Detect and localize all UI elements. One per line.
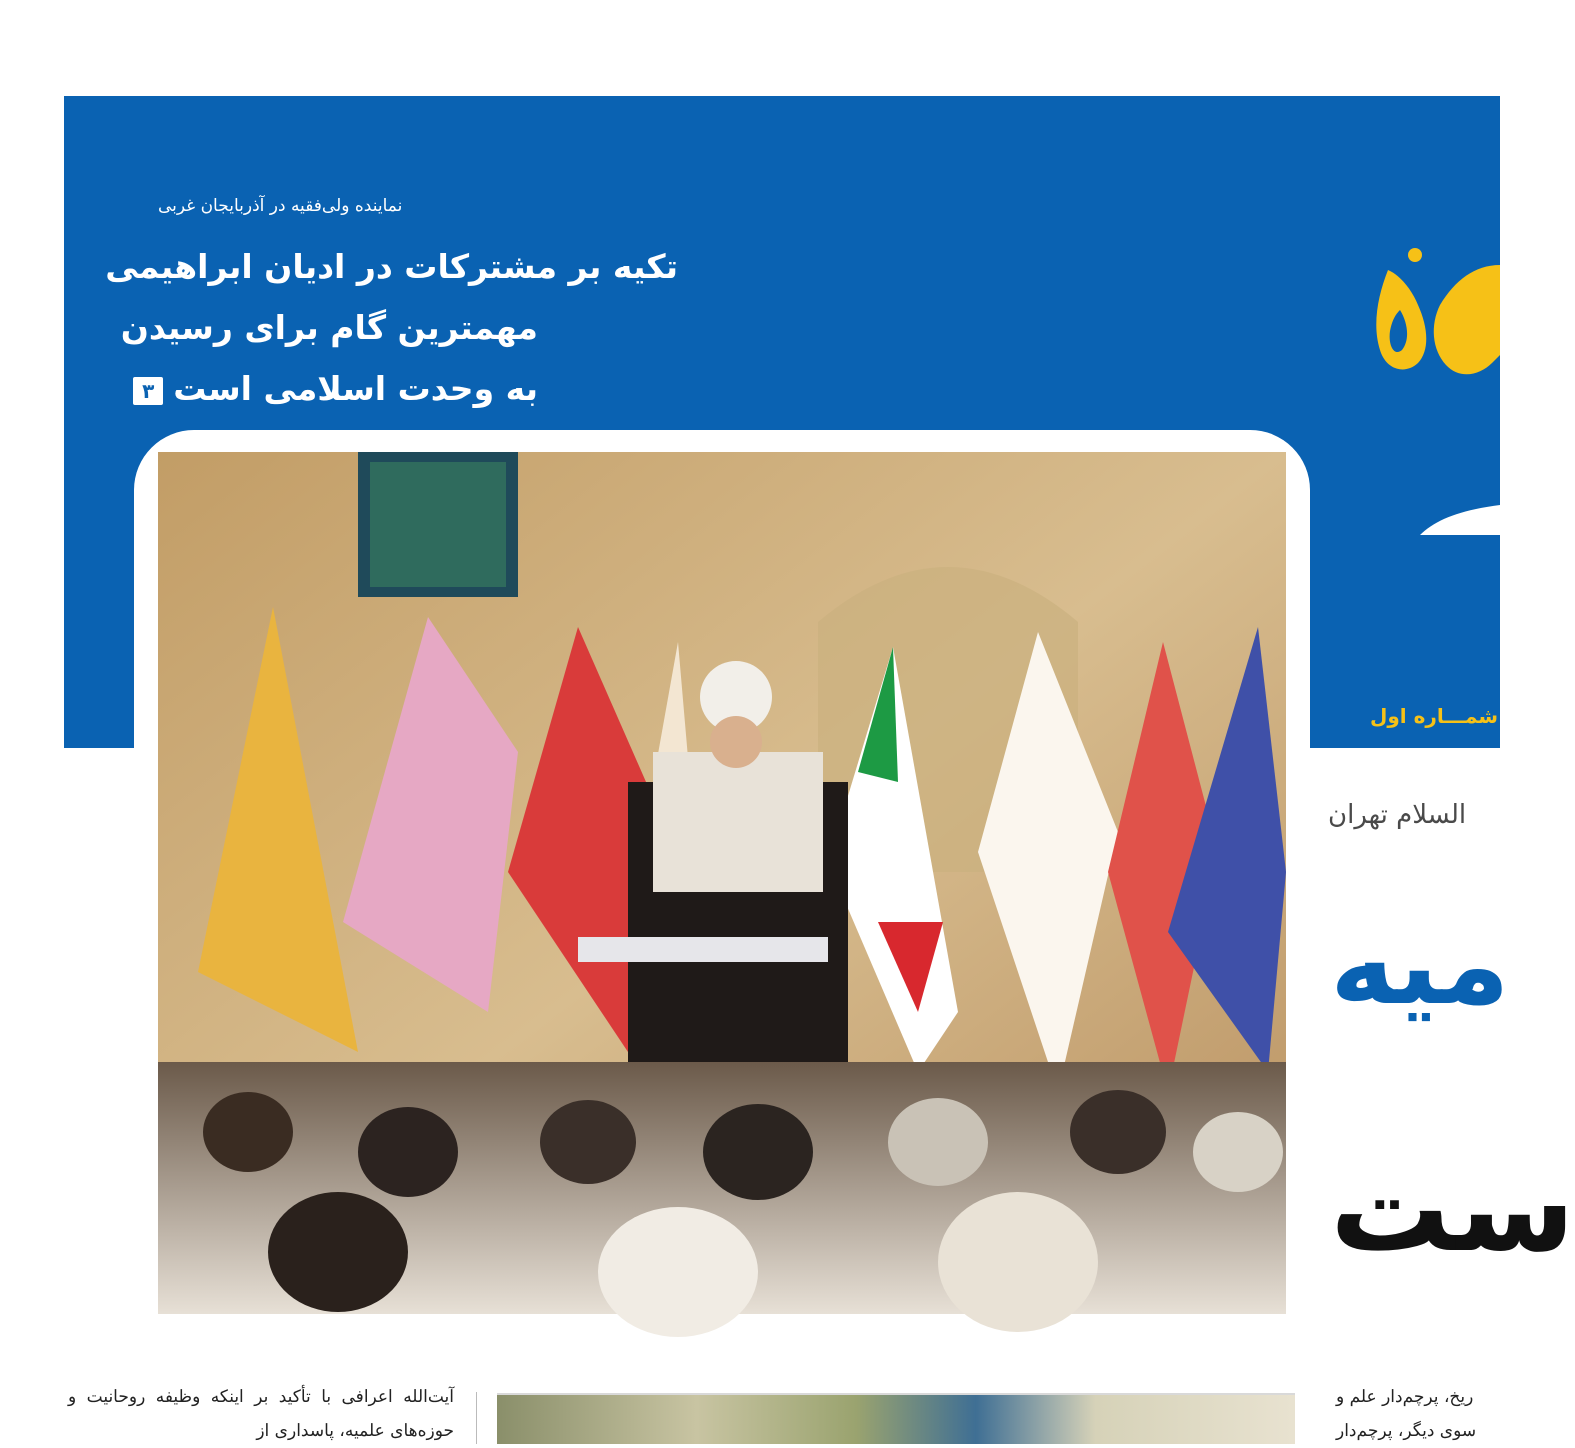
page-reference-badge[interactable]: ۳ [133,377,163,405]
issue-label: شمـــاره اول [1370,704,1499,728]
headline-line-2: مهمترین گام برای رسیدن [120,308,538,347]
secondary-photo [497,1393,1295,1444]
photo-icon [158,452,1286,1314]
lecture-photo [158,452,1286,1314]
story-headline[interactable] [105,236,678,419]
column-divider [476,1392,477,1444]
masthead-logo [1360,235,1500,535]
article-body: آیت‌الله اعرافی با تأکید بر اینکه وظیفه روحانیت و حوزه‌های علمیه، پاسداری از [68,1387,454,1441]
headline-line-3-text: به وحدت اسلامی است [173,369,538,408]
right-column-body: ریخ، پرچم‌دار علم و سوی دیگر، پرچم‌دار [1336,1387,1477,1441]
right-black-headline[interactable]: ست [1330,1140,1575,1279]
headline-line-1: تکیه بر مشترکات در ادیان ابراهیمی [105,247,678,286]
masthead-logo-icon [1360,235,1500,535]
headline-line-3 [142,358,678,419]
right-subheading: السلام تهران [1328,800,1467,830]
secondary-photo-border [497,1393,1295,1395]
right-blue-headline[interactable]: میه [1330,901,1510,1029]
story-kicker: نماینده ولی‌فقیه در آذربایجان غربی [158,196,403,216]
